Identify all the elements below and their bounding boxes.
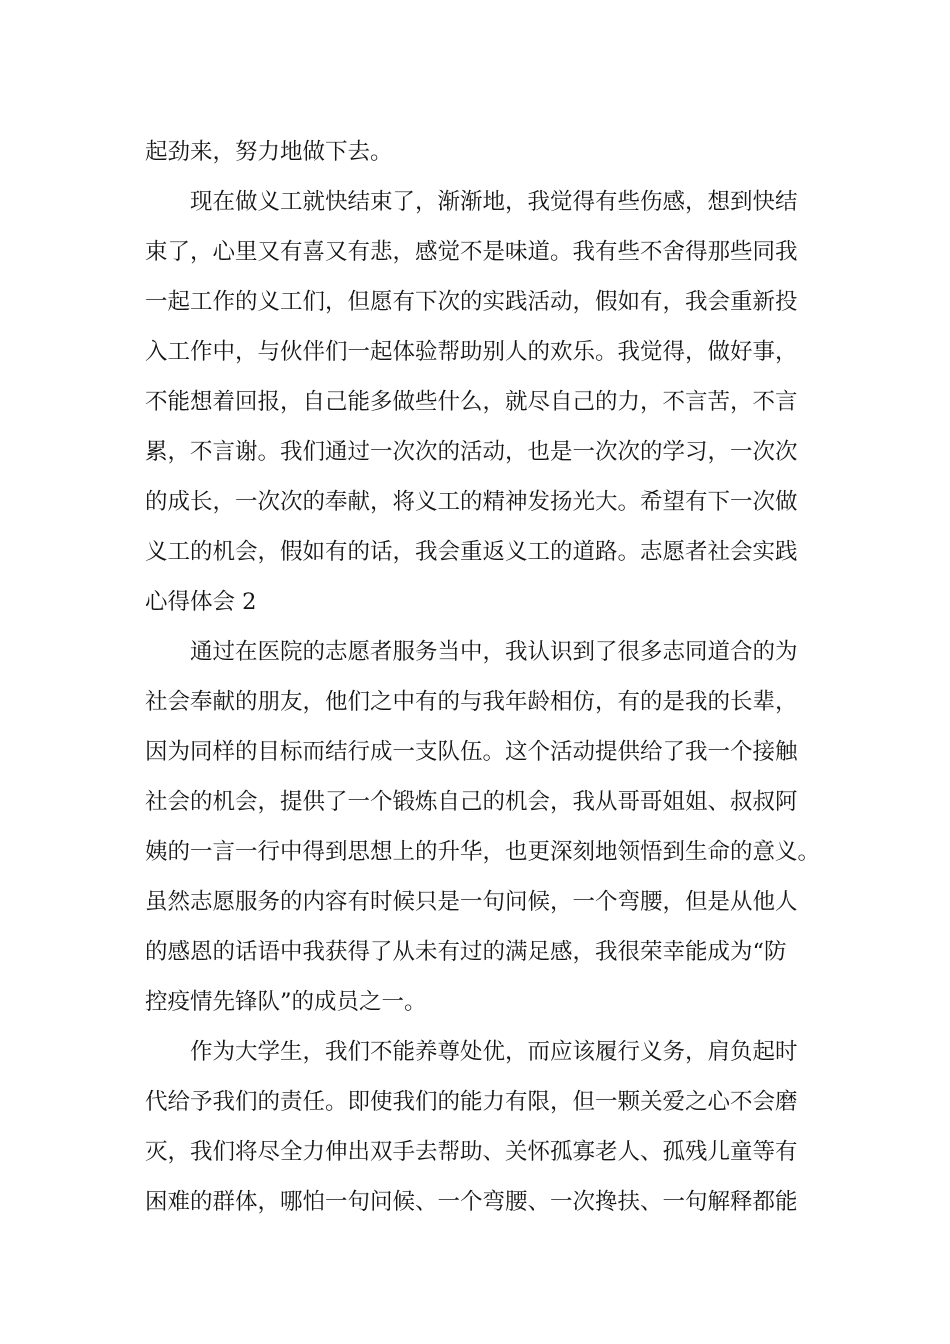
text-line: 代给予我们的责任。即使我们的能力有限，但一颗关爱之心不会磨 [145,1089,798,1115]
text-line: 义工的机会，假如有的话，我会重返义工的道路。志愿者社会实践 [145,539,798,565]
text-line: 的成长，一次次的奉献，将义工的精神发扬光大。希望有下一次做 [145,489,798,515]
paragraph-first-line: 作为大学生，我们不能养尊处优，而应该履行义务，肩负起时 [190,1039,798,1065]
text-line: 社会奉献的朋友，他们之中有的与我年龄相仿，有的是我的长辈， [145,689,798,715]
text-line: 虽然志愿服务的内容有时候只是一句问候，一个弯腰，但是从他人 [145,889,798,915]
text-line: 控疫情先锋队”的成员之一。 [145,989,427,1015]
paragraph-first-line: 现在做义工就快结束了，渐渐地，我觉得有些伤感，想到快结 [190,189,798,215]
text-line: 灭，我们将尽全力伸出双手去帮助、关怀孤寡老人、孤残儿童等有 [145,1139,798,1165]
text-line: 起劲来，努力地做下去。 [145,139,393,165]
text-line: 姨的一言一行中得到思想上的升华，也更深刻地领悟到生命的意义。 [145,839,821,865]
text-line: 不能想着回报，自己能多做些什么，就尽自己的力，不言苦，不言 [145,389,798,415]
text-line: 累，不言谢。我们通过一次次的活动，也是一次次的学习，一次次 [145,439,798,465]
section-heading-line: 心得体会 2 [145,589,257,615]
text-line: 社会的机会，提供了一个锻炼自己的机会，我从哥哥姐姐、叔叔阿 [145,789,798,815]
text-line: 一起工作的义工们，但愿有下次的实践活动，假如有，我会重新投 [145,289,798,315]
text-line: 束了，心里又有喜又有悲，感觉不是味道。我有些不舍得那些同我 [145,239,798,265]
text-line: 入工作中，与伙伴们一起体验帮助别人的欢乐。我觉得，做好事， [145,339,798,365]
text-line: 的感恩的话语中我获得了从未有过的满足感，我很荣幸能成为“防 [145,939,787,965]
paragraph-first-line: 通过在医院的志愿者服务当中，我认识到了很多志同道合的为 [190,639,798,665]
text-line: 因为同样的目标而结行成一支队伍。这个活动提供给了我一个接触 [145,739,798,765]
text-line: 困难的群体，哪怕一句问候、一个弯腰、一次搀扶、一句解释都能 [145,1189,798,1215]
